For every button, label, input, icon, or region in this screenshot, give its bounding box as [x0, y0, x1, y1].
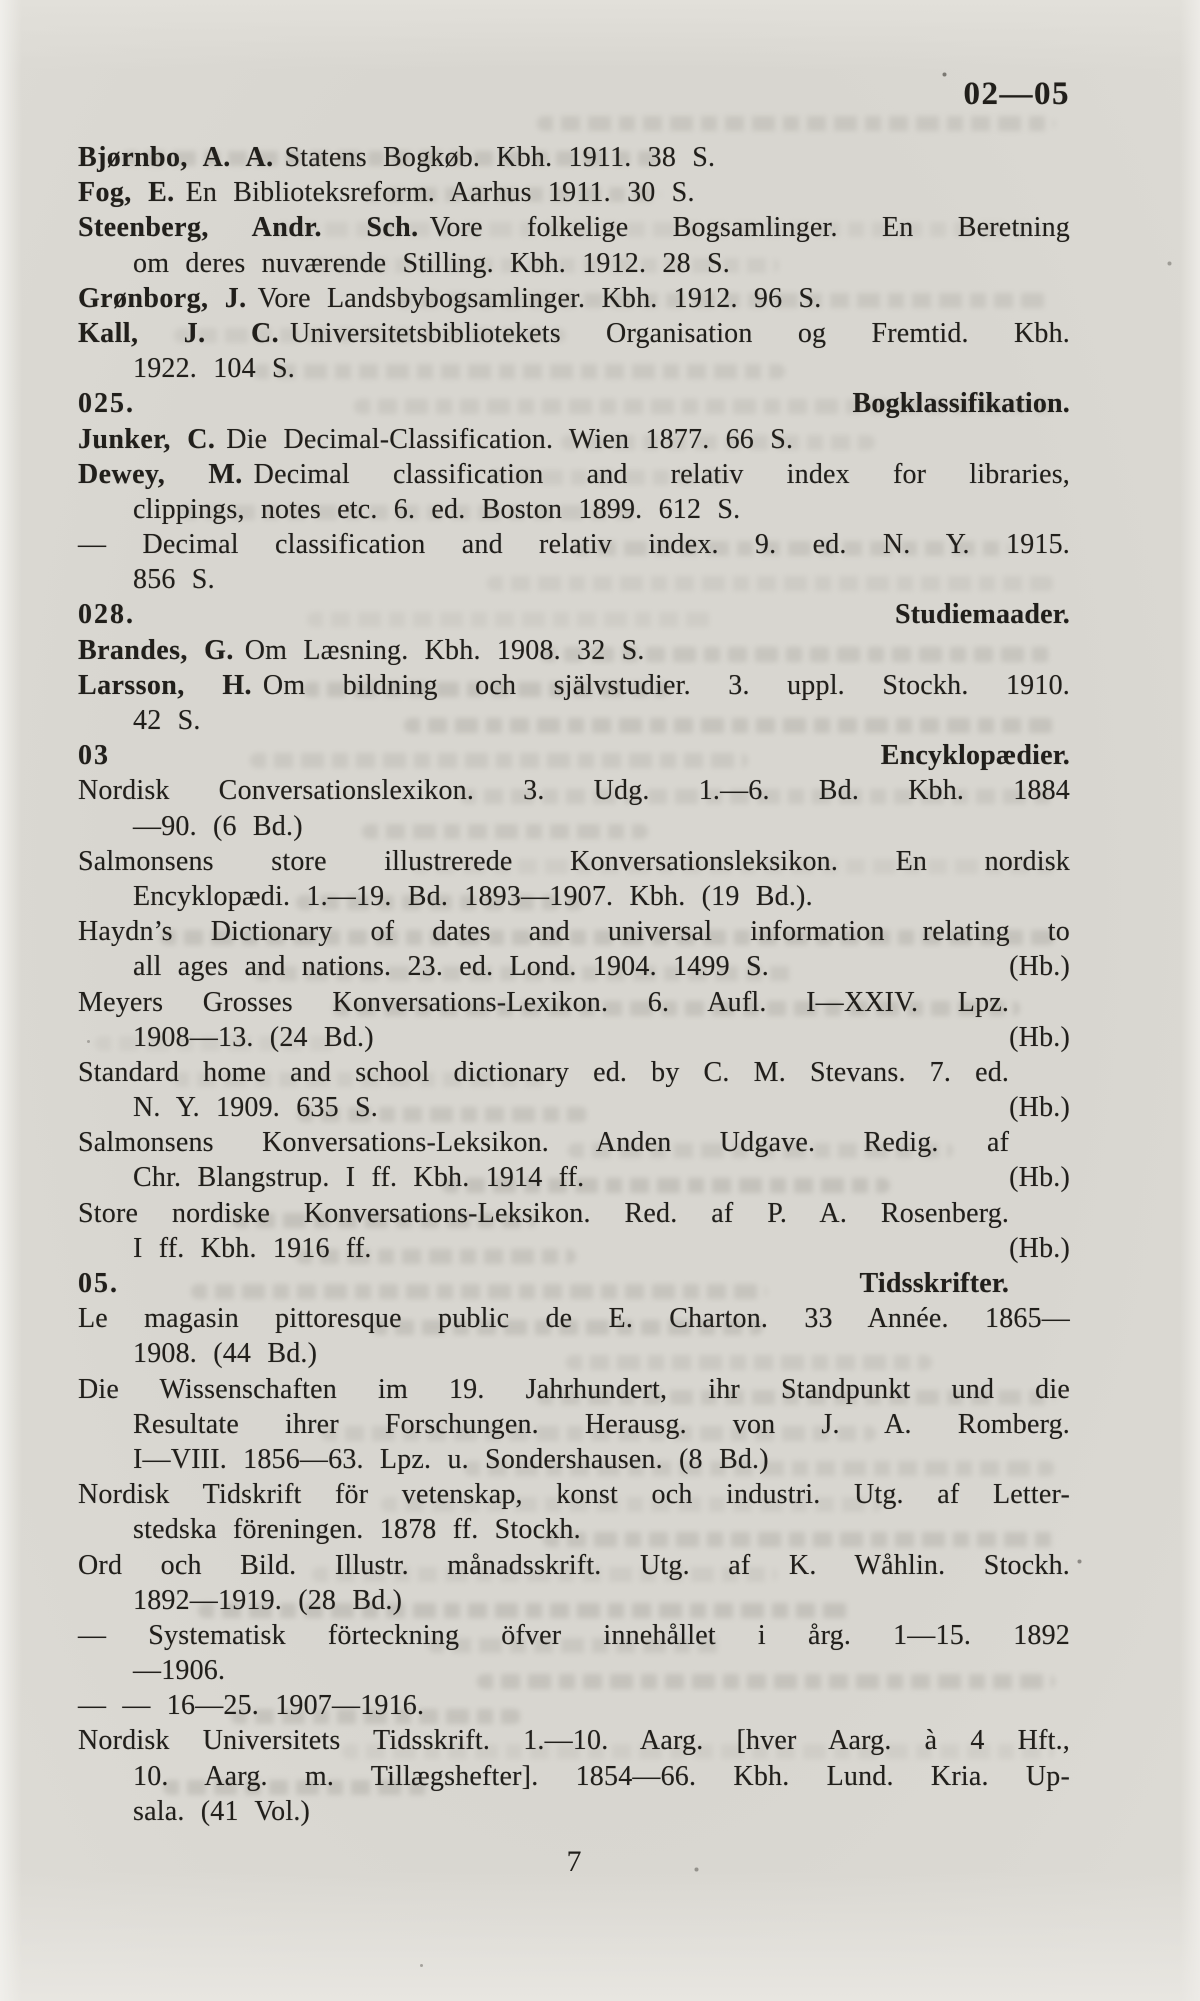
author-name: Brandes, G.: [78, 634, 234, 666]
entry-line: Larsson, H. Om bildning och självstudier. 3. uppl. Stockh. 1910.: [78, 669, 1070, 701]
paper-specks: [0, 0, 3, 3]
section-number: 028.: [78, 599, 135, 631]
entry-line: (Hb.) N. Y. 1909. 635 S.: [78, 1090, 1070, 1125]
author-name: Bjørnbo, A. A.: [78, 142, 274, 173]
author-name: Grønborg, J.: [78, 282, 247, 314]
entry-line: I—VIII. 1856—63. Lpz. u. Sondershausen. (8 Bd.): [133, 1443, 769, 1475]
entry-line: 1922. 104 S.: [133, 353, 295, 385]
section-heading: [78, 738, 1070, 773]
running-head-classmark: 02—05: [963, 76, 1070, 112]
entry-line: Nordisk Universitets Tidsskrift. 1.—10. Aarg. [hver Aarg. à 4 Hft.,: [78, 1725, 1070, 1757]
entry-line: 10. Aarg. m. Tillægshefter]. 1854—66. Kbh. Lund. Kria. Up-: [133, 1760, 1070, 1792]
entry-line: (Hb.) all ages and nations. 23. ed. Lond. 1904. 1499 S.: [78, 949, 1070, 984]
entry-line: sala. (41 Vol.): [133, 1795, 311, 1827]
section-title: Studiemaader.: [894, 599, 1070, 631]
author-name: Junker, C.: [78, 423, 216, 455]
entry-line: Nordisk Tidskrift för vetenskap, konst och industri. Utg. af Letter-: [78, 1479, 1070, 1511]
entry-line: Salmonsens store illustrerede Konversationsleksikon. En nordisk: [78, 845, 1070, 877]
entry-line: — — 16—25. 1907—1916.: [78, 1690, 425, 1722]
entry-line: Fog, E. En Biblioteksreform. Aarhus 1911. 30 S.: [78, 177, 695, 209]
section-heading: [78, 1266, 1009, 1301]
entry-line: Brandes, G. Om Læsning. Kbh. 1908. 32 S.: [78, 634, 645, 666]
bleedthrough-line: [537, 116, 1055, 131]
entry-line: —1906.: [133, 1655, 226, 1687]
author-name: Steenberg, Andr. Sch.: [78, 212, 419, 244]
entry-line: Encyklopædi. 1.—19. Bd. 1893—1907. Kbh. (19 Bd.).: [133, 880, 813, 912]
entry-line: 856 S.: [133, 564, 215, 596]
binding-note: (Hb.): [1009, 1232, 1070, 1264]
section-number: 025.: [78, 388, 135, 420]
entry-line: stedska föreningen. 1878 ff. Stockh.: [133, 1514, 581, 1546]
entry-line: 1908. (44 Bd.): [133, 1338, 318, 1370]
author-name: Fog, E.: [78, 177, 175, 209]
entry-line: Resultate ihrer Forschungen. Herausg. von J. A. Romberg.: [133, 1408, 1070, 1440]
entry-line: (Hb.) I ff. Kbh. 1916 ff.: [78, 1231, 1070, 1266]
page-number: 7: [566, 1845, 582, 1878]
entry-line: Ord och Bild. Illustr. månadsskrift. Utg. af K. Wåhlin. Stockh.: [78, 1549, 1070, 1581]
entry-line: Nordisk Conversationslexikon. 3. Udg. 1.—6. Bd. Kbh. 1884: [78, 775, 1070, 807]
entry-line: Meyers Grosses Konversations-Lexikon. 6. Aufl. I—XXIV. Lpz.: [78, 986, 1010, 1018]
author-name: Larsson, H.: [78, 669, 252, 701]
entry-line: Dewey, M. Decimal classification and relativ index for libraries,: [78, 458, 1070, 490]
entry-line: — Decimal classification and relativ index. 9. ed. N. Y. 1915.: [78, 529, 1070, 561]
entry-line: Grønborg, J. Vore Landsbybogsamlinger. Kbh. 1912. 96 S.: [78, 282, 822, 314]
binding-note: (Hb.): [1009, 1162, 1070, 1194]
entry-line: (Hb.) 1908—13. (24 Bd.): [78, 1020, 1070, 1055]
binding-note: (Hb.): [1009, 1021, 1070, 1053]
entry-line: —90. (6 Bd.): [133, 810, 303, 842]
entry-line: Bjørnbo, A. A. Statens Bogkøb. Kbh. 1911. 38 S.: [78, 142, 716, 173]
section-number: 03: [78, 740, 110, 772]
entry-line: Junker, C. Die Decimal-Classification. Wien 1877. 66 S.: [78, 423, 794, 455]
section-title: Encyklopædier.: [880, 740, 1070, 772]
entry-line: Haydn’s Dictionary of dates and universal information relating to: [78, 916, 1070, 948]
section-heading: [78, 597, 1070, 632]
entry-line: Kall, J. C. Universitetsbibliotekets Organisation og Fremtid. Kbh.: [78, 317, 1070, 349]
entry-line: Store nordiske Konversations-Leksikon. Red. af P. A. Rosenberg.: [78, 1197, 1010, 1229]
entry-line: Die Wissenschaften im 19. Jahrhundert, ihr Standpunkt und die: [78, 1373, 1070, 1405]
entry-line: Standard home and school dictionary ed. by C. M. Stevans. 7. ed.: [78, 1056, 1010, 1088]
author-name: Dewey, M.: [78, 458, 243, 490]
entry-line: (Hb.) Chr. Blangstrup. I ff. Kbh. 1914 ff.: [78, 1160, 1070, 1195]
section-title: Bogklassifikation.: [852, 388, 1070, 420]
entry-line: om deres nuværende Stilling. Kbh. 1912. 28 S.: [133, 247, 730, 279]
entry-line: clippings, notes etc. 6. ed. Boston 1899. 612 S.: [133, 493, 741, 525]
author-name: Kall, J. C.: [78, 317, 280, 349]
entry-line: Steenberg, Andr. Sch. Vore folkelige Bogsamlinger. En Beretning: [78, 212, 1070, 244]
entry-line: Salmonsens Konversations-Leksikon. Anden Udgave. Redig. af: [78, 1127, 1010, 1159]
entry-line: — Systematisk förteckning öfver innehållet i årg. 1—15. 1892: [78, 1619, 1070, 1651]
entry-line: 42 S.: [133, 705, 201, 736]
bibliography-text-block: [78, 140, 1070, 1829]
entry-line: 1892—1919. (28 Bd.): [133, 1584, 403, 1616]
binding-note: (Hb.): [1009, 951, 1070, 983]
binding-note: (Hb.): [1009, 1092, 1070, 1124]
section-heading: [78, 386, 1070, 421]
entry-line: Le magasin pittoresque public de E. Charton. 33 Année. 1865—: [78, 1303, 1070, 1335]
section-number: 05.: [78, 1268, 119, 1299]
section-title: Tidsskrifter.: [859, 1268, 1010, 1299]
